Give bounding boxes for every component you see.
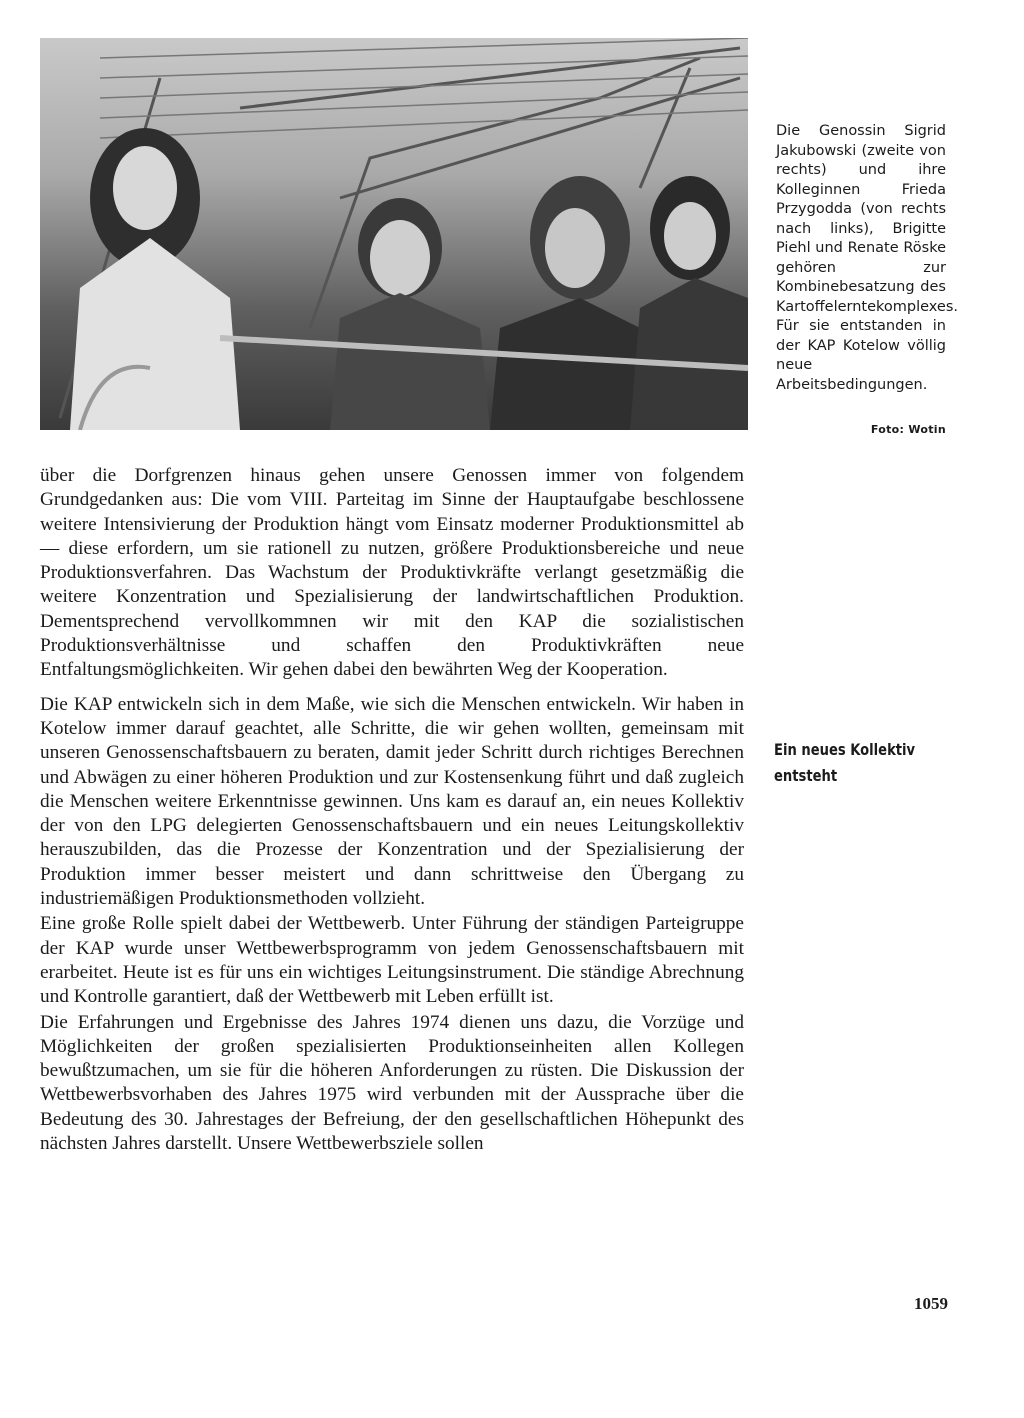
paragraph: über die Dorfgrenzen hinaus gehen unsere Genossen immer von folgendem Grundgedanken aus: Die vom VIII. Parteitag im Sinne der Hauptaufgabe beschlossene weitere Intensivierung der Produktion hängt vom Einsatz moderner Produktionsmittel ab — diese erfordern, um sie rationell zu nutzen, größere Produktionsbereiche und neue Produktionsverfahren. Das Wachstum der Produktivkräfte verlangt gesetzmäßig die weitere Konzentration und Spezialisierung der landwirtschaftlichen Produktion. Dementsprechend vervollkommnen wir mit den KAP die sozialistischen Produktionsverhältnisse und schaffen den Produktivkräften neue Entfaltungsmöglichkeiten. Wir gehen dabei den bewährten Weg der Kooperation. — [40, 465, 744, 681]
photo-figure — [40, 38, 748, 430]
article-body — [40, 464, 744, 1156]
page-number: 1059 — [914, 1294, 948, 1313]
photo-credit: Foto: Wotin — [870, 423, 946, 436]
photo-caption: Die Genossin Sigrid Jakubowski (zweite von rechts) und ihre Kolleginnen Frieda Przygodda (von rechts nach links), Brigitte Piehl und Renate Röske gehören zur Kombinebesatzung des Kartoffelerntekomplexes. Für sie entstanden in der KAP Kotelow völlig neue Arbeitsbedingungen. — [776, 123, 959, 393]
paragraph: Die KAP entwickeln sich in dem Maße, wie sich die Menschen entwickeln. Wir haben in Kotelow immer darauf geachtet, alle Schritte, die wir gehen wollten, gemeinsam mit unseren Genossenschaftsbauern zu beraten, damit jeder Schritt durch richtiges Berechnen und Abwägen zu einer höheren Produktion und zur Kostensenkung führt und daß zugleich die Menschen weitere Erkenntnisse gewinnen. Uns kam es darauf an, ein neues Kollektiv der von den LPG delegierten Genossenschaftsbauern und ein neues Leitungskollektiv herauszubilden, das die Prozesse der Konzentration und der Spezialisierung der Produktion immer besser meistert und dann schrittweise den Übergang zu industriemäßigen Produktionsmethoden vollzieht. — [40, 693, 744, 910]
section-side-heading: Ein neues Kollektiv entsteht — [774, 740, 916, 785]
paragraph: Die Erfahrungen und Ergebnisse des Jahres 1974 dienen uns dazu, die Vorzüge und Möglichkeiten der großen spezialisierten Produktionseinheiten allen Kollegen bewußtzumachen, um sie für die höheren Anforderungen zu rüsten. Die Diskussion der Wettbewerbsvorhaben des Jahres 1975 wird verbunden mit der Aussprache über die Bedeutung des 30. Jahrestages der Befreiung, der den gesellschaftlichen Höhepunkt des nächsten Jahres darstellt. Unsere Wettbewerbsziele sollen — [40, 1011, 744, 1155]
photo-four-women-on-harvester-icon — [40, 38, 748, 430]
paragraph: Eine große Rolle spielt dabei der Wettbewerb. Unter Führung der ständigen Parteigruppe der KAP wurde unser Wettbewerbsprogramm von jedem Genossenschaftsbauern mit erarbeitet. Heute ist es für uns ein wichtiges Leitungsinstrument. Die ständige Abrechnung und Kontrolle garantiert, daß der Wettbewerb mit Leben erfüllt ist. — [40, 913, 744, 1008]
